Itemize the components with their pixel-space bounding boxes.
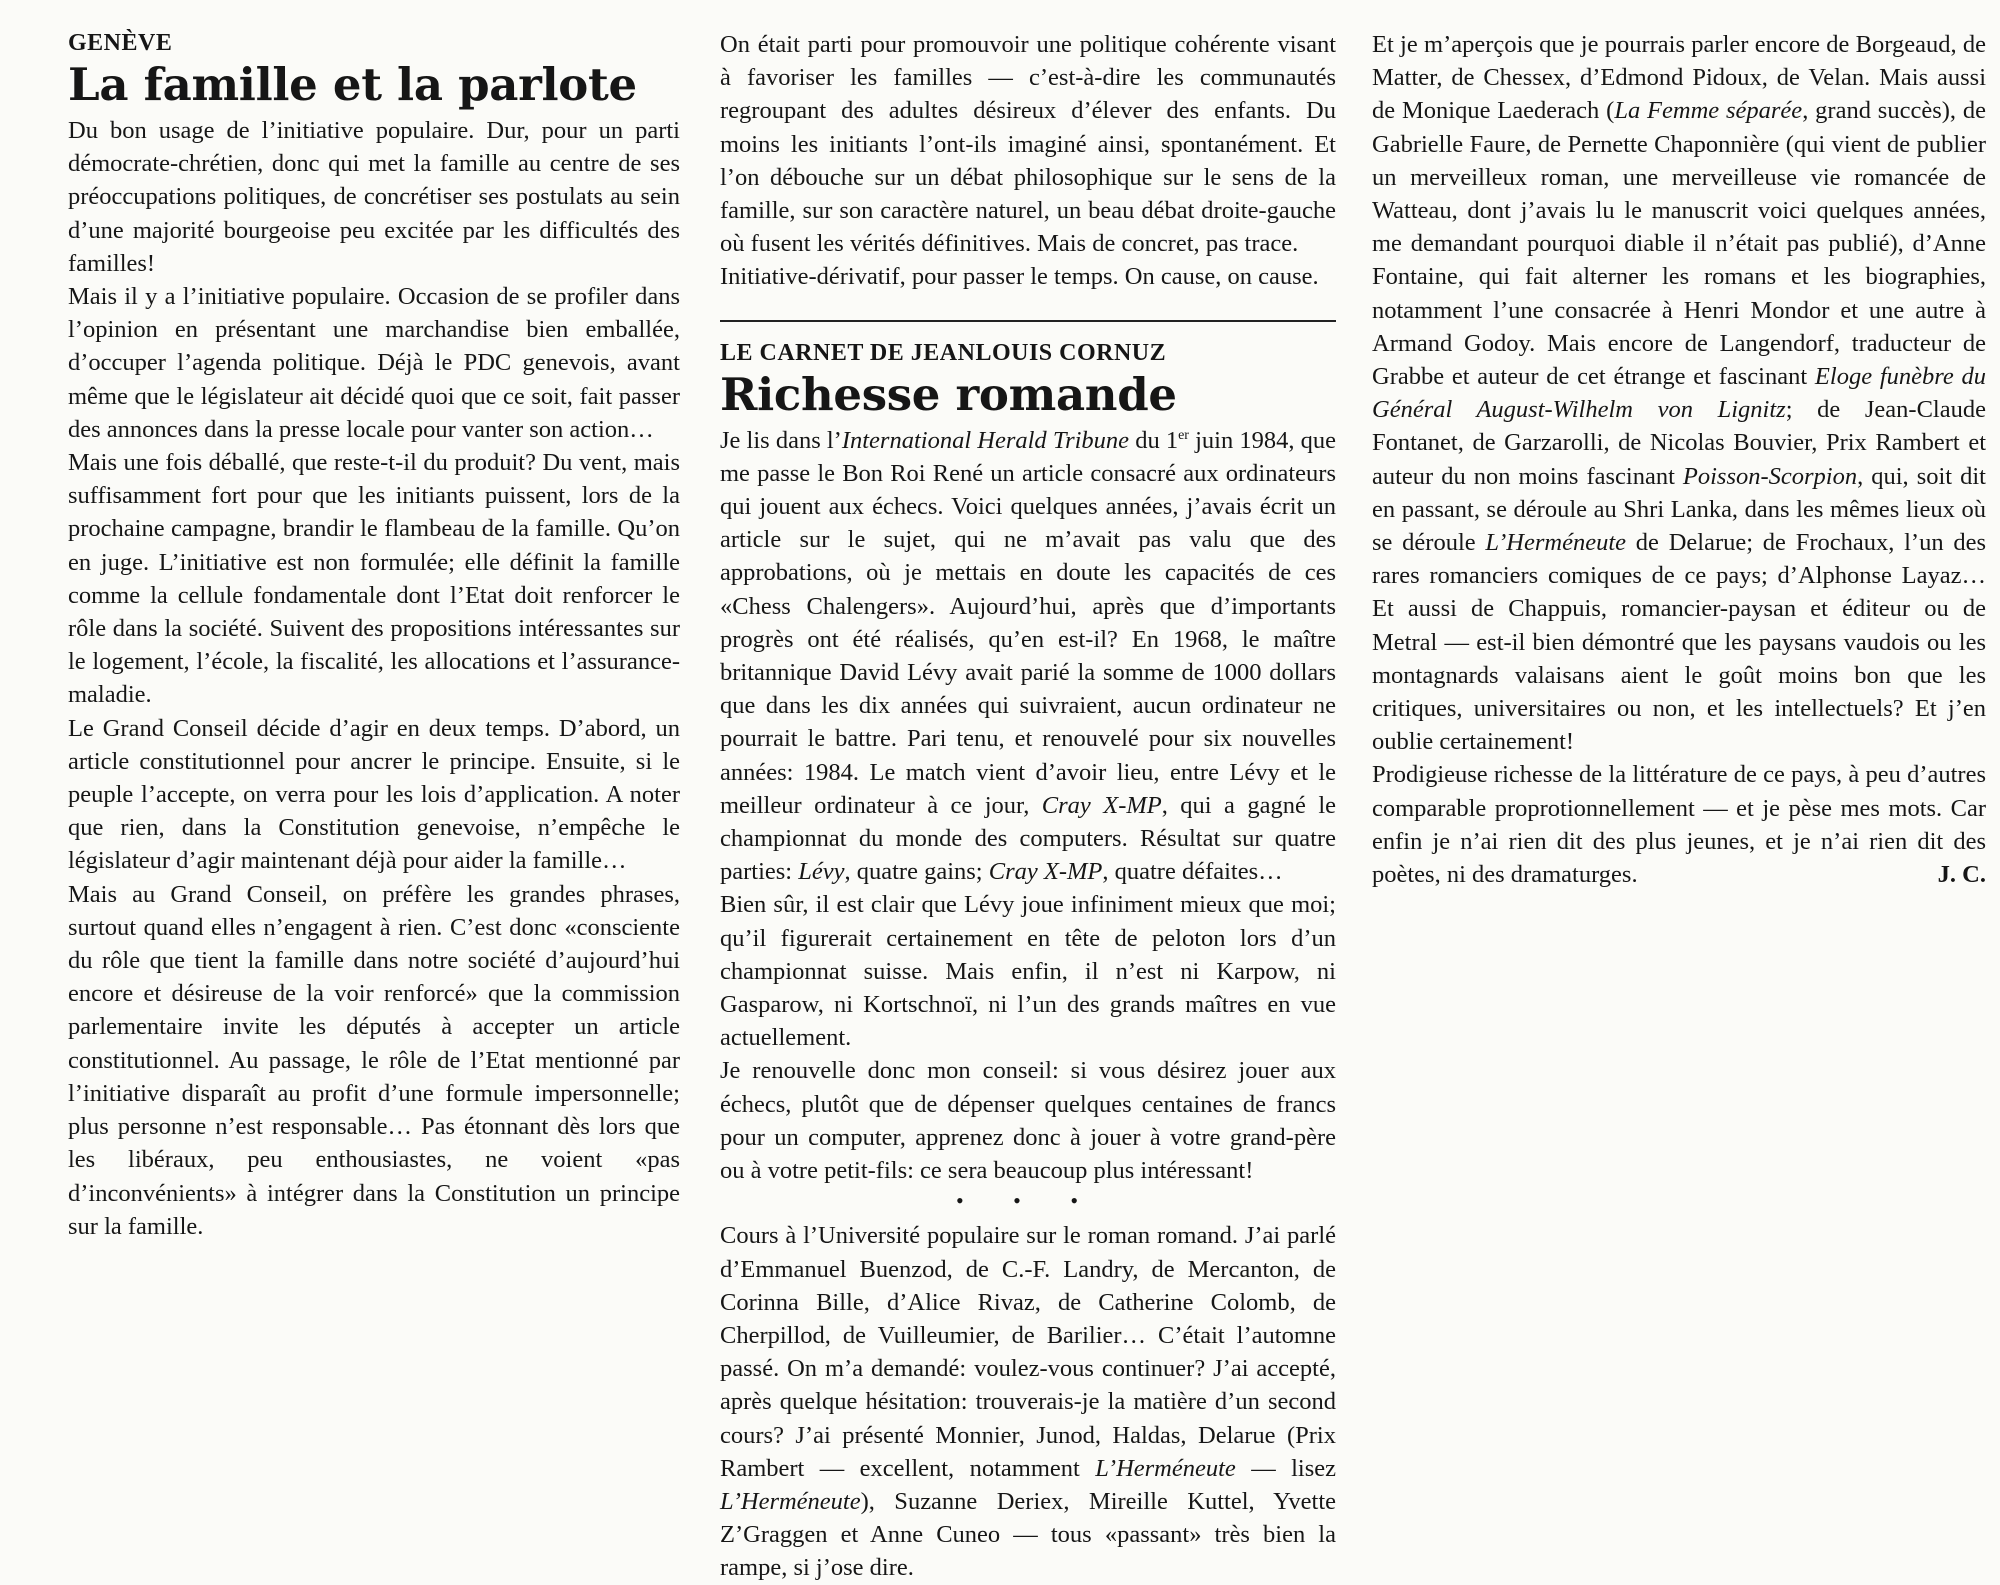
article2-paragraph-1: Je lis dans l’International Herald Tribune du 1er juin 1984, que me passe le Bon Roi René un article consacré aux ordinateurs qui jouent aux échecs. Voici quelques années, j’avais écrit un article sur le sujet, qui ne m’avait pas valu que des approbations, où je mettais en doute les capacités de ces «Chess Chalengers». Aujourd’hui, après que d’importants progrès ont été réalisés, qu’en est-il? En 1968, le maître britannique David Lévy avait parié la somme de 1000 dollars que dans les dix années qui suivraient, aucun ordinateur ne pourrait le battre. Pari tenu, et renouvelé pour six nouvelles années: 1984. Le match vient d’avoir lieu, entre Lévy et le meilleur ordinateur à ce jour, Cray X-MP, qui a gagné le championnat du monde des computers. Résultat sur quatre parties: Lévy, quatre gains; Cray X-MP, quatre défaites… [720,426,1337,886]
article1-paragraph-1: Du bon usage de l’initiative populaire. Dur, pour un parti démocrate-chrétien, donc qui met la famille au centre de ses préoccupations politiques, de concrétiser ses postulats au sein d’une majorité bourgeoise peu excitée par les difficultés des familles! [68,117,680,277]
article1-paragraph-6: On était parti pour promouvoir une politique cohérente visant à favoriser les familles — c’est-à-dire les communautés regroupant des adultes désireux d’élever des enfants. Du moins les initiants l’ont-ils imaginé ainsi, spontanément. Et l’on débouche sur un débat philosophique sur le sens de la famille, sur son caractère naturel, un beau débat droite-gauche où fusent les vérités définitives. Mais de concret, pas trace. [720,31,1336,258]
article-divider [720,320,1336,322]
article1-paragraph-7: Initiative-dérivatif, pour passer le temps. On cause, on cause. [720,263,1319,291]
article1-paragraph-5: Mais au Grand Conseil, on préfère les grandes phrases, surtout quand elles n’engagent à rien. C’est donc «consciente du rôle que tient la famille dans notre société d’aujourd’hui encore et désireuse de la voir renforcé» que la commission parlementaire invite les députés à accepter un article constitutionnel. Au passage, le rôle de l’Etat mentionné par l’initiative disparaît au profit d’une formule impersonnelle; plus personne n’est responsable… Pas étonnant dès lors que les libéraux, peu enthousiastes, ne voient «pas d’inconvénients» à intégrer dans la Constitution un principe sur la famille. [68,880,680,1240]
article1-rubric: GENÈVE [68,30,173,56]
article1-paragraph-3: Mais une fois déballé, que reste-t-il du produit? Du vent, mais suffisamment fort pour que les initiants puissent, lors de la prochaine campagne, brandir le flambeau de la famille. Qu’on en juge. L’initiative est non formulée; elle définit la famille comme la cellule fondamentale dont l’Etat doit renforcer le rôle dans la société. Suivent des propositions intéressantes sur le logement, l’école, la fiscalité, les allocations et l’assurance-maladie. [68,449,680,709]
article2-paragraph-5: Et je m’aperçois que je pourrais parler encore de Borgeaud, de Matter, de Chessex, d’Edmond Pidoux, de Velan. Mais aussi de Monique Laederach (La Femme séparée, grand succès), de Gabrielle Faure, de Pernette Chaponnière (qui vient de publier un merveilleux roman, une merveilleuse vie romancée de Watteau, dont j’avais lu le manuscrit voici quelques années, me demandant pourquoi diable il n’était pas publié), d’Anne Fontaine, qui fait alterner les romans et les biographies, notamment l’une consacrée à Henri Mondor et une autre à Armand Godoy. Mais encore de Langendorf, traducteur de Grabbe et auteur de cet étrange et fascinant Eloge funèbre du Général August-Wilhelm von Lignitz; de Jean-Claude Fontanet, de Garzarolli, de Nicolas Bouvier, Prix Rambert et auteur du non moins fascinant Poisson-Scorpion, qui, soit dit en passant, se déroule au Shri Lanka, dans les mêmes lieux où se déroule L’Herméneute de Delarue; de Frochaux, l’un des rares romanciers comiques de ce pays; d’Alphonse Layaz… Et aussi de Chappuis, romancier-paysan et éditeur ou de Metral — est-il bien démontré que les paysans vaudois ou les montagnards valaisans aient le goût moins bon que les critiques, universitaires ou non, et les intellectuels? Et j’en oublie certainement! [1372,31,1987,756]
column-2 [720,28,1336,1585]
article2-paragraph-6: Prodigieuse richesse de la littérature de ce pays, à peu d’autres comparable proprotionnellement — et je pèse mes mots. Car enfin je n’ai rien dit des plus jeunes, et je n’ai rien dit des poètes, ni des dramaturges. J. C. [1372,758,1986,891]
article1-paragraph-2: Mais il y a l’initiative populaire. Occasion de se profiler dans l’opinion en présentant une marchandise bien emballée, d’occuper l’agenda politique. Déjà le PDC genevois, avant même que le législateur ait décidé quoi que ce soit, fait passer des annonces dans la presse locale pour vanter son action… [68,283,680,443]
article2-paragraph-3: Je renouvelle donc mon conseil: si vous désirez jouer aux échecs, plutôt que de dépenser quelques centaines de francs pour un computer, apprenez donc à jouer à votre grand-père ou à votre petit-fils: ce sera beaucoup plus intéressant! [720,1057,1336,1185]
column-1 [68,28,680,1243]
section-separator: • • • [955,1188,1101,1214]
column-3 [1372,28,1986,891]
author-signature: J. C. [1937,861,1986,889]
article2-paragraph-2: Bien sûr, il est clair que Lévy joue infiniment mieux que moi; qu’il figurerait certainement en tête de peloton lors d’un championnat suisse. Mais enfin, il n’est ni Karpow, ni Gasparow, ni Kortschnoï, ni l’un des grands maîtres en vue actuellement. [720,891,1336,1052]
article2-paragraph-4: Cours à l’Université populaire sur le roman romand. J’ai parlé d’Emmanuel Buenzod, de C.-F. Landry, de Mercanton, de Corinna Bille, d’Alice Rivaz, de Catherine Colomb, de Cherpillod, de Vuilleumier, de Barilier… C’était l’automne passé. On m’a demandé: voulez-vous continuer? J’ai accepté, après quelque hésitation: trouverais-je la matière d’un second cours? J’ai présenté Monnier, Junod, Haldas, Delarue (Prix Rambert — excellent, notamment L’Herméneute — lisez L’Herméneute), Suzanne Deriex, Mireille Kuttel, Yvette Z’Graggen et Anne Cuneo — tous «passant» très bien la rampe, si j’ose dire. [720,1222,1336,1582]
article1-title: La famille et la parlote [68,58,637,111]
article2-rubric: LE CARNET DE JEANLOUIS CORNUZ [720,339,1167,366]
article2-title: Richesse romande [720,367,1177,421]
article1-paragraph-4: Le Grand Conseil décide d’agir en deux temps. D’abord, un article constitutionnel pour ancrer le principe. Ensuite, si le peuple l’accepte, on verra pour les lois d’application. A noter que rien, dans la Constitution genevoise, n’empêche le législateur d’agir maintenant déjà pour aider la famille… [68,714,680,875]
